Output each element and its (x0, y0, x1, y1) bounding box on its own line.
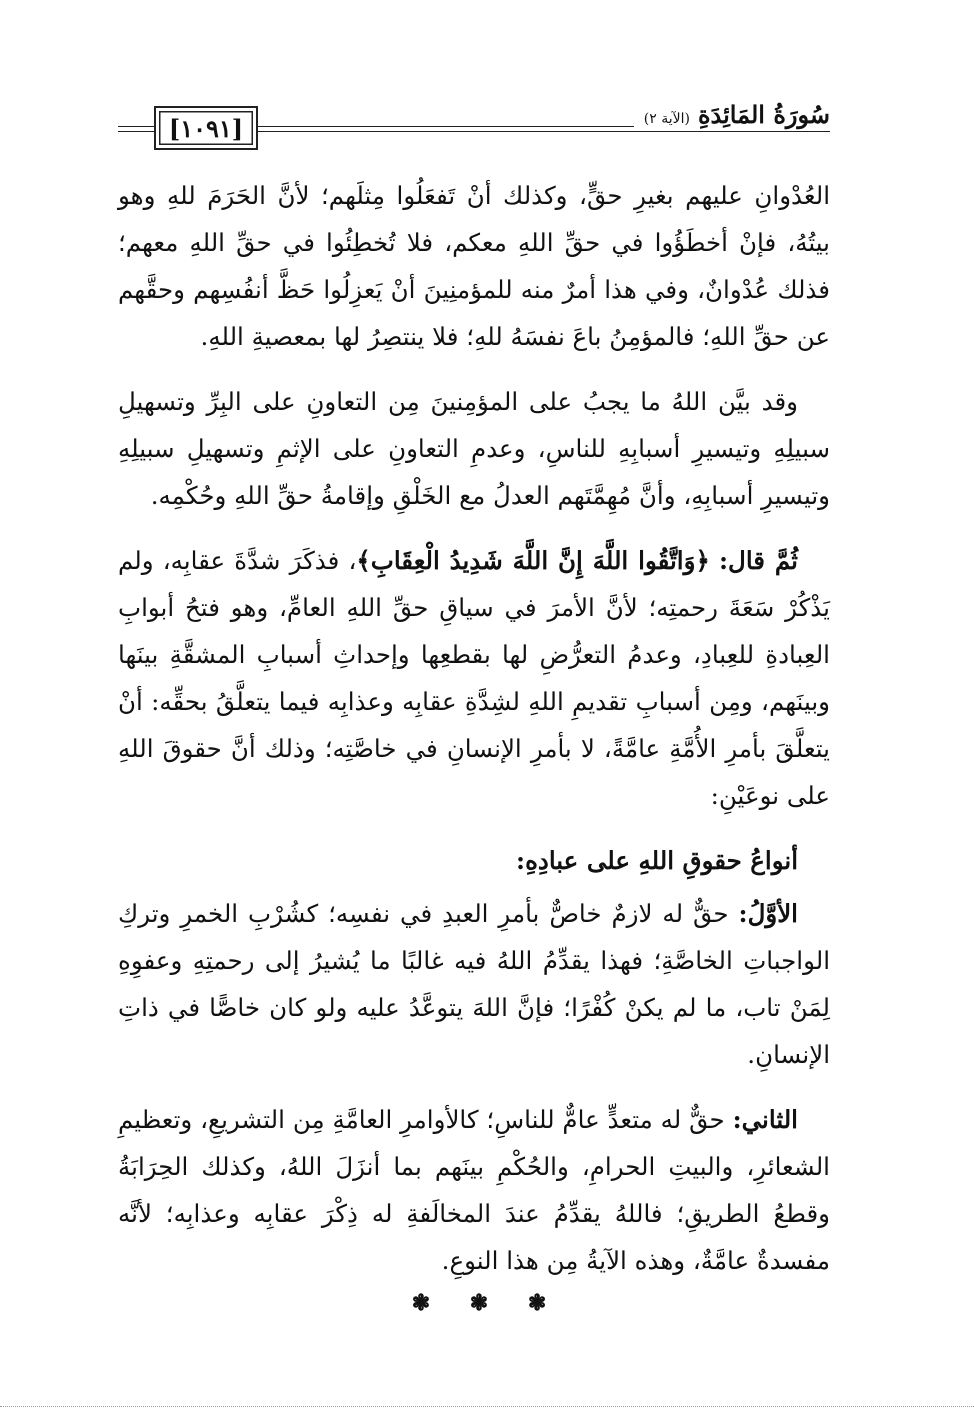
page-bottom-edge (0, 1406, 974, 1409)
surah-name: سُورَةُ المَائِدَةِ (697, 100, 830, 129)
paragraph-5-lead: الثاني: (732, 1105, 798, 1134)
paragraph-1: العُدْوانِ عليهم بغيرِ حقٍّ، وكذلك أنْ تَفعَلُوا مِثلَهم؛ لأنَّ الحَرَمَ للهِ وهو بيتُهُ، فإنْ أخطَؤُوا في حقِّ اللهِ معكم، فلا تُخطِئُوا في حقِّ اللهِ معهم؛ فذلك عُدْوانٌ، وفي هذا أمرٌ منه للمؤمنِينَ أنْ يَعزِلُوا حَظَّ أنفُسِهم وحقَّهم عن حقِّ اللهِ؛ فالمؤمِنُ باعَ نفسَهُ للهِ؛ فلا ينتصِرُ لها بمعصيةِ اللهِ. (118, 181, 830, 351)
paragraph-5 (118, 1096, 830, 1284)
paragraph-3-lead: ثُمَّ قال: (718, 546, 799, 575)
page-number: [١٠٩١] (154, 106, 258, 150)
paragraph-3-text: ، فذكَرَ شدَّةَ عقابِه، ولم يَذْكُرْ سَعَةَ رحمتِه؛ لأنَّ الأمرَ في سياقِ حقِّ اللهِ العامِّ، وهو فتحُ أبوابِ العِبادةِ للعِبادِ، وعدمُ التعرُّضِ لها بقطعِها وإحداثِ أسبابِ المشقَّةِ بينَها وبينَهم، ومِن أسبابِ تقديمِ اللهِ لشِدَّةِ عقابِه وعذابِه فيما يتعلَّقُ بحقِّه: أنْ يتعلَّقَ بأمرِ الأُمَّةِ عامَّةً، لا بأمرِ الإنسانِ في خاصَّتِه؛ وذلك أنَّ حقوقَ اللهِ على نوعَيْنِ: (118, 546, 830, 810)
section-heading: أنواعُ حقوقِ اللهِ على عبادِهِ: (516, 846, 798, 875)
paragraph-4-text: حقٌّ له لازمٌ خاصٌّ بأمرِ العبدِ في نفسِه؛ كشُرْبِ الخمرِ وتركِ الواجباتِ الخاصَّةِ؛ فهذا يقدِّمُ اللهُ فيه غالبًا ما يُشيرُ إلى رحمتِهِ وعفوِهِ لِمَنْ تاب، ما لم يكنْ كُفْرًا؛ فإنَّ اللهَ يتوعَّدُ عليه ولو كان خاصًّا في ذاتِ الإنسانِ. (118, 899, 830, 1069)
section-separator: ❃ ❃ ❃ (411, 1290, 563, 1316)
running-title (634, 100, 830, 129)
paragraph-2: وقد بيَّن اللهُ ما يجبُ على المؤمِنينَ مِن التعاونِ على البِرِّ وتسهيلِ سبيلِهِ وتيسيرِ أسبابِهِ للناسِ، وعدمِ التعاونِ على الإثمِ وتسهيلِ سبيلِهِ وتيسيرِ أسبابِهِ، وأنَّ مُهِمَّتَهم العدلُ مع الخَلْقِ وإقامةُ حقِّ اللهِ وحُكْمِه. (118, 387, 830, 510)
paragraph-4-lead: الأوَّلُ: (738, 899, 798, 928)
paragraph-5-text: حقٌّ له متعدٍّ عامٌّ للناسِ؛ كالأوامرِ العامَّةِ مِن التشريعِ، وتعظيمِ الشعائرِ، والبيتِ الحرامِ، والحُكْمِ بينَهم بما أنزَلَ اللهُ، وكذلك الحِرَابَةُ وقطعُ الطريقِ؛ فاللهُ يقدِّمُ عندَ المخالَفةِ له ذِكْرَ عقابِه وعذابِه؛ لأنَّه مفسدةٌ عامَّةٌ، وهذه الآيةُ مِن هذا النوعِ. (118, 1105, 830, 1275)
page-body (118, 172, 830, 1302)
paragraph-3 (118, 537, 830, 819)
page-header (118, 100, 830, 150)
quran-verse: ﴿وَاتَّقُوا اللَّهَ إِنَّ اللَّهَ شَدِيدُ الْعِقَابِ﴾ (356, 546, 710, 575)
ayah-reference: (الآية ٢) (643, 111, 690, 127)
paragraph-4 (118, 890, 830, 1078)
